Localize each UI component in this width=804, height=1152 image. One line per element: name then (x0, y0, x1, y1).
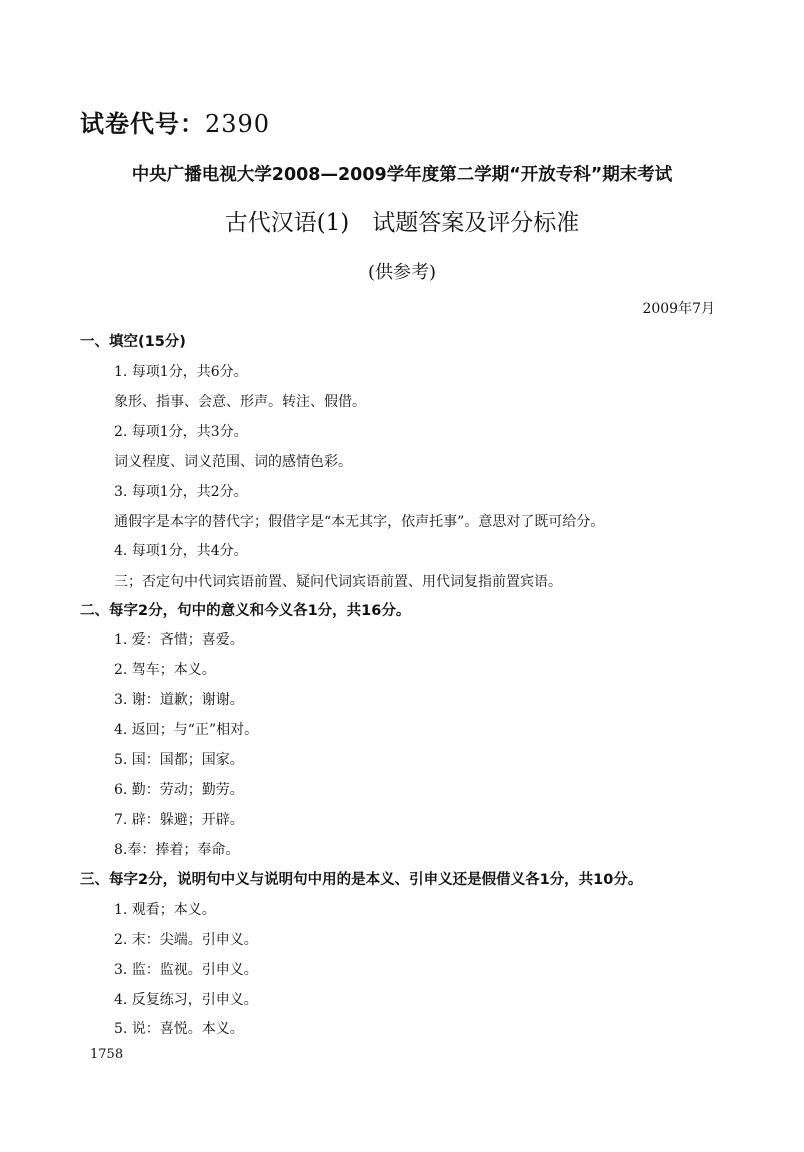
section3-line: 5. 说：喜悦。本义。 (114, 1021, 244, 1037)
exam-title-line1: 中央广播电视大学2008—2009学年度第二学期“开放专科”期末考试 (131, 165, 673, 185)
exam-code-label: 试卷代号： (80, 110, 205, 138)
exam-code (80, 104, 270, 139)
section1-line: 3. 每项1分，共2分。 (114, 484, 248, 500)
exam-title-line2: 古代汉语(1) 试题答案及评分标准 (224, 210, 580, 236)
section1-line: 词义程度、词义范围、词的感情色彩。 (114, 454, 352, 470)
section2-line: 6. 勤：劳动；勤劳。 (114, 782, 244, 798)
section3-line: 2. 末：尖端。引申义。 (114, 932, 258, 948)
section1-line: 象形、指事、会意、形声。转注、假借。 (114, 394, 366, 410)
section2-line: 3. 谢：道歉；谢谢。 (114, 692, 244, 708)
section2-line: 5. 国：国都；国家。 (114, 752, 244, 768)
exam-date: 2009年7月 (642, 301, 715, 317)
section1-line: 三；否定句中代词宾语前置、疑问代词宾语前置、用代词复指前置宾语。 (114, 574, 562, 590)
section3-line: 1. 观看；本义。 (114, 902, 216, 918)
exam-title-line3: (供参考) (367, 262, 437, 283)
section2-line: 2. 驾车；本义。 (114, 662, 216, 678)
section3-heading: 三、每字2分，说明句中义与说明句中用的是本义、引申义还是假借义各1分，共10分。 (80, 872, 643, 888)
section3-line: 3. 监：监视。引申义。 (114, 962, 258, 978)
exam-code-number: 2390 (205, 110, 271, 138)
section2-line: 8.奉：捧着；奉命。 (114, 842, 240, 858)
section3-line: 4. 反复练习，引申义。 (114, 992, 258, 1008)
section2-line: 1. 爱：吝惜；喜爱。 (114, 632, 244, 648)
section2-line: 4. 返回；与“正”相对。 (114, 722, 259, 738)
section1-heading: 一、填空(15分) (80, 334, 186, 350)
section1-line: 通假字是本字的替代字；假借字是“本无其字，依声托事”。意思对了既可给分。 (114, 514, 605, 530)
section2-heading: 二、每字2分，句中的意义和今义各1分，共16分。 (80, 603, 411, 619)
section2-line: 7. 辟：躲避；开辟。 (114, 812, 244, 828)
section1-line: 2. 每项1分，共3分。 (114, 424, 248, 440)
section1-line: 4. 每项1分，共4分。 (114, 543, 248, 559)
page-number: 1758 (90, 1047, 124, 1062)
section1-line: 1. 每项1分，共6分。 (114, 364, 248, 380)
